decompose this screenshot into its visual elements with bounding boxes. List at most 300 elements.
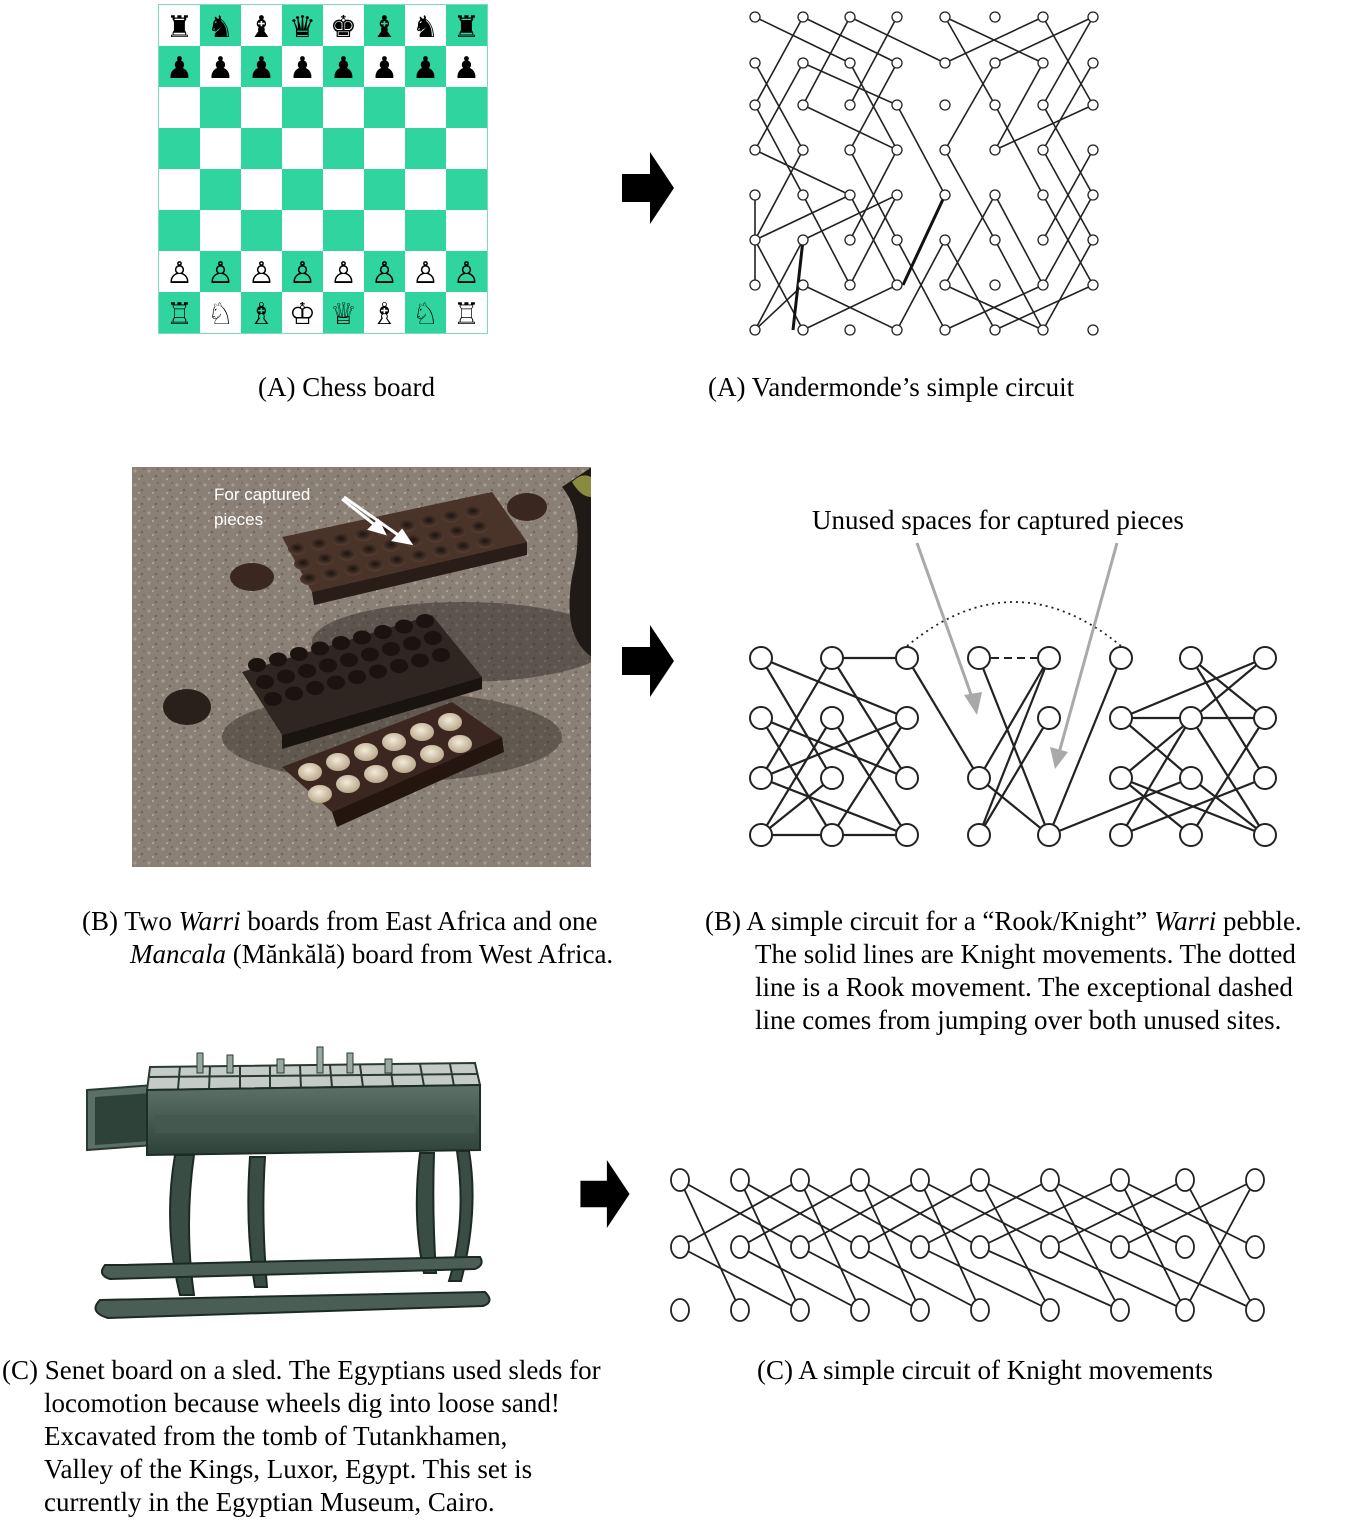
circuit-node [1038,145,1048,155]
circuit-node [892,12,902,22]
chess-piece: ♙ [371,255,398,291]
circuit-edge [995,105,1093,150]
board-site-node [896,767,918,789]
circuit-node [798,235,808,245]
circuit-node [845,100,855,110]
board-square [446,210,487,251]
chess-piece: ♔ [289,296,316,332]
board-site-node [1110,647,1132,669]
board-square [159,210,200,251]
circuit-node [750,190,760,200]
circuit-edge [1043,105,1093,195]
pebble-cup [336,775,360,793]
board-site-node [1254,647,1276,669]
board-cup [454,541,472,553]
chess-piece: ♕ [330,296,357,332]
vandermonde-circuit-diagram [745,5,1105,340]
board-site-node [1110,707,1132,729]
circuit-node [940,58,950,68]
board-site-node [1038,824,1060,846]
board-cup [411,654,429,668]
board-square [405,169,446,210]
circuit-node [791,1236,809,1258]
circuit-node [911,1299,929,1321]
caption-a-chess-board: (A) Chess board [258,372,435,402]
circuit-node [1111,1169,1129,1191]
board-cup [300,573,318,585]
board-site-node [1038,647,1060,669]
circuit-node [1038,12,1048,22]
circuit-edge [850,17,945,63]
chess-piece: ♟ [330,50,357,86]
circuit-node [750,235,760,245]
chess-piece: ♟ [207,50,234,86]
circuit-edge [945,63,995,150]
circuit-node [1176,1236,1194,1258]
board-cup [256,675,274,689]
circuit-node [990,325,1000,335]
board-cup [332,534,350,546]
circuit-node [940,235,950,245]
board-cup [277,670,295,684]
board-cup [319,659,337,673]
board-site-node [968,767,990,789]
caption-c-knight-circuit: (C) A simple circuit of Knight movements [757,1355,1213,1385]
circuit-node [1088,280,1098,290]
circuit-node [990,280,1000,290]
circuit-node [940,280,950,290]
circuit-edge [995,63,1043,150]
circuit-node [1176,1299,1194,1321]
circuit-node [1038,280,1048,290]
circuit-node [892,100,902,110]
caption-b-rook-knight-circuit: (B) A simple circuit for a “Rook/Knight” Warri pebble. The solid lines are Knight movements. The dotted line is a Rook movement. The exceptional dashed line comes from jumping over both unused sites. [705,906,1302,1035]
circuit-edge [995,17,1093,63]
circuit-edge [755,150,803,240]
right-arrow-icon [622,625,674,697]
pebble-cup [308,785,332,803]
circuit-node [892,190,902,200]
circuit-node [990,235,1000,245]
board-cup [361,648,379,662]
board-square [364,87,405,128]
board-cup [426,530,444,542]
chess-piece: ♜ [166,9,193,45]
circuit-node [1038,190,1048,200]
board-cup [269,653,287,667]
board-cup [448,526,466,538]
chess-piece: ♖ [166,296,193,332]
board-site-node [750,767,772,789]
board-cup [442,511,460,523]
circuit-node [971,1236,989,1258]
chess-piece: ♙ [248,255,275,291]
circuit-node [845,58,855,68]
chess-piece: ♙ [412,255,439,291]
circuit-edge [850,17,897,105]
circuit-node [671,1169,689,1191]
board-cup [248,658,266,672]
circuit-node [940,100,950,110]
circuit-node [750,100,760,110]
board-site-node [750,647,772,669]
circuit-node [990,12,1000,22]
circuit-node [798,58,808,68]
board-square [282,210,323,251]
board-cup [316,553,334,565]
board-cup [322,568,340,580]
board-cup [476,536,494,548]
circuit-node [798,145,808,155]
board-square [200,87,241,128]
circuit-node [845,190,855,200]
board-site-node [1254,767,1276,789]
pebble-cup [326,753,350,771]
circuit-edge [803,195,850,285]
board-cup [398,520,416,532]
circuit-node [845,12,855,22]
chess-piece: ♖ [453,296,480,332]
circuit-edge [995,285,1093,330]
chess-piece: ♙ [453,255,480,291]
circuit-edge [995,105,1043,195]
chess-piece: ♞ [412,9,439,45]
board-square [241,210,282,251]
circuit-node [798,280,808,290]
board-site-node [1180,707,1202,729]
circuit-edge [755,150,850,195]
circuit-edge [755,17,803,105]
knight-move-edge [1121,778,1191,835]
chess-piece: ♙ [289,255,316,291]
chess-piece: ♟ [453,50,480,86]
knight-move-edge [761,778,832,835]
board-square [446,87,487,128]
circuit-node [731,1236,749,1258]
board-cup [298,664,316,678]
circuit-node [940,325,950,335]
board-cup [294,558,312,570]
circuit-node [1088,235,1098,245]
board-cup [327,676,345,690]
board-square [282,169,323,210]
circuit-edge [945,195,995,285]
chess-piece: ♟ [248,50,275,86]
chess-piece: ♙ [207,255,234,291]
board-cup [410,550,428,562]
circuit-node [940,190,950,200]
circuit-edge [755,17,850,63]
circuit-node [750,12,760,22]
circuit-edge [803,17,897,63]
board-cup [340,653,358,667]
board-site-node [1110,824,1132,846]
board-site-node [1254,707,1276,729]
board-cup [416,614,434,628]
circuit-node [990,100,1000,110]
circuit-edge [755,105,803,195]
circuit-node [1088,190,1098,200]
circuit-node [1038,325,1048,335]
board-cup [290,647,308,661]
board-site-node [968,824,990,846]
board-cup [264,692,282,706]
board-site-node [1110,767,1132,789]
circuit-edge [803,195,897,240]
circuit-node [1176,1169,1194,1191]
circuit-node [1246,1169,1264,1191]
circuit-edge [897,105,945,195]
circuit-node [671,1236,689,1258]
circuit-node [845,145,855,155]
board-cup [311,642,329,656]
circuit-node [798,100,808,110]
board-cup [390,659,408,673]
chess-piece: ♚ [330,9,357,45]
chess-piece: ♘ [207,296,234,332]
senet-board-illustration [85,1045,490,1335]
board-cup [285,687,303,701]
board-cup [354,529,372,541]
knight-move-edge [1050,1180,1120,1310]
circuit-node [1088,100,1098,110]
rook-knight-circuit-diagram [745,535,1290,855]
annotation-unused-spaces: Unused spaces for captured pieces [812,505,1184,535]
board-cup [382,642,400,656]
circuit-node [1041,1236,1059,1258]
circuit-node [791,1169,809,1191]
circuit-node [845,325,855,335]
circuit-node [750,145,760,155]
board-cup [344,564,362,576]
board-cup [432,545,450,557]
circuit-node [911,1236,929,1258]
circuit-node [851,1299,869,1321]
board-site-node [896,707,918,729]
circuit-node [851,1169,869,1191]
circuit-node [971,1169,989,1191]
chess-piece: ♝ [248,9,275,45]
chess-board [159,5,491,334]
circuit-node [671,1299,689,1321]
chess-piece: ♗ [248,296,275,332]
board-square [282,128,323,169]
pebble-cup [298,763,322,781]
circuit-edge [803,17,850,105]
board-cup [348,670,366,684]
board-site-node [1180,767,1202,789]
circuit-node [911,1169,929,1191]
circuit-node [1111,1236,1129,1258]
circuit-node [1038,235,1048,245]
chess-piece: ♘ [412,296,439,332]
board-square [364,210,405,251]
board-square [405,210,446,251]
circuit-edge [995,240,1043,330]
board-square [159,87,200,128]
board-square [405,128,446,169]
circuit-node [1041,1299,1059,1321]
circuit-edge [945,17,995,105]
circuit-node [798,12,808,22]
circuit-node [1038,100,1048,110]
knight-move-edge [1191,778,1265,835]
caption-a-vandermonde: (A) Vandermonde’s simple circuit [708,372,1075,402]
board-site-node [821,824,843,846]
pebble-cup [420,745,444,763]
board-square [405,87,446,128]
pebble-cup [382,733,406,751]
board-cup [353,631,371,645]
circuit-node [940,12,950,22]
board-square [446,169,487,210]
circuit-node [731,1169,749,1191]
board-square [364,128,405,169]
board-square [323,169,364,210]
circuit-edge [1043,63,1093,150]
board-cup [464,506,482,518]
board-site-node [896,647,918,669]
board-site-node [1180,824,1202,846]
circuit-node [1088,58,1098,68]
board-square [200,210,241,251]
chess-piece: ♝ [371,9,398,45]
circuit-edge [945,240,995,330]
circuit-node [750,280,760,290]
circuit-node [892,145,902,155]
circuit-node [798,190,808,200]
board-cup [338,549,356,561]
board-cup [470,521,488,533]
board-cup [360,544,378,556]
board-site-node [750,824,772,846]
board-site-node [1254,824,1276,846]
board-site-node [1038,707,1060,729]
circuit-node [892,280,902,290]
board-square [159,169,200,210]
circuit-node [731,1299,749,1321]
circuit-node [1088,145,1098,155]
board-square [364,169,405,210]
chess-piece: ♟ [289,50,316,86]
chess-piece: ♟ [412,50,439,86]
circuit-node [1088,325,1098,335]
board-site-node [821,767,843,789]
board-cup [374,625,392,639]
chess-piece: ♗ [371,296,398,332]
board-square [323,128,364,169]
board-site-node [968,647,990,669]
circuit-node [750,58,760,68]
chess-piece: ♞ [207,9,234,45]
board-square [323,87,364,128]
board-square [323,210,364,251]
board-square [200,128,241,169]
board-site-node [896,824,918,846]
board-cup [369,665,387,679]
circuit-node [798,325,808,335]
chess-piece: ♛ [289,9,316,45]
circuit-node [1111,1299,1129,1321]
circuit-node [791,1299,809,1321]
caption-c-senet-board: (C) Senet board on a sled. The Egyptians used sleds for locomotion because wheels dig into loose sand! Excavated from the tomb of Tutankhamen, Valley of the Kings, Luxor, Egypt. This set is currently in the Egyptian Museum, Cairo. [2,1355,601,1517]
pebble-cup [410,723,434,741]
board-cup [403,637,421,651]
circuit-edge [945,150,995,240]
caption-b-warri-boards: (B) Two Warri boards from East Africa and one Mancala (Mănkălă) board from West Africa. [82,906,614,969]
circuit-node [940,145,950,155]
pebble-cup [448,735,472,753]
circuit-node [851,1236,869,1258]
board-square [446,128,487,169]
circuit-edge [803,105,897,150]
board-site-node [1180,647,1202,669]
board-square [282,87,323,128]
board-square [241,87,282,128]
circuit-node [990,58,1000,68]
circuit-node [892,235,902,245]
pebble-cup [438,713,462,731]
pebble-cup [392,755,416,773]
circuit-edge [995,195,1043,285]
board-square [241,169,282,210]
board-cup [420,515,438,527]
circuit-node [1246,1299,1264,1321]
right-arrow-icon [622,152,674,224]
chess-piece: ♙ [166,255,193,291]
circuit-node [892,58,902,68]
circuit-node [1088,12,1098,22]
pebble-cup [364,765,388,783]
board-cup [366,559,384,571]
board-cup [310,538,328,550]
board-cup [395,620,413,634]
board-cup [432,648,450,662]
circuit-node [750,325,760,335]
chess-piece: ♟ [371,50,398,86]
annotation-arrows [917,543,1117,769]
circuit-node [1038,58,1048,68]
board-cup [288,543,306,555]
circuit-node [971,1299,989,1321]
board-cup [306,681,324,695]
board-square [200,169,241,210]
board-site-node [821,707,843,729]
board-square [241,128,282,169]
board-site-node [750,707,772,729]
circuit-node [845,280,855,290]
circuit-node [990,145,1000,155]
circuit-node [1041,1169,1059,1191]
circuit-node [892,325,902,335]
right-arrow-icon [580,1160,630,1228]
board-square [159,128,200,169]
knight-circuit-diagram [665,1160,1275,1330]
knight-move-edge [980,1180,1050,1310]
board-cup [388,555,406,567]
circuit-edge [803,63,897,105]
chess-piece: ♟ [166,50,193,86]
photo-label-line1: For captured [214,485,311,504]
chess-piece: ♙ [330,255,357,291]
board-cup [424,631,442,645]
warri-boards-photo [132,467,591,867]
circuit-node [845,235,855,245]
circuit-edge [1043,240,1093,330]
pebble-cup [354,743,378,761]
photo-label-line2: pieces [214,510,264,529]
circuit-edge [755,195,850,240]
